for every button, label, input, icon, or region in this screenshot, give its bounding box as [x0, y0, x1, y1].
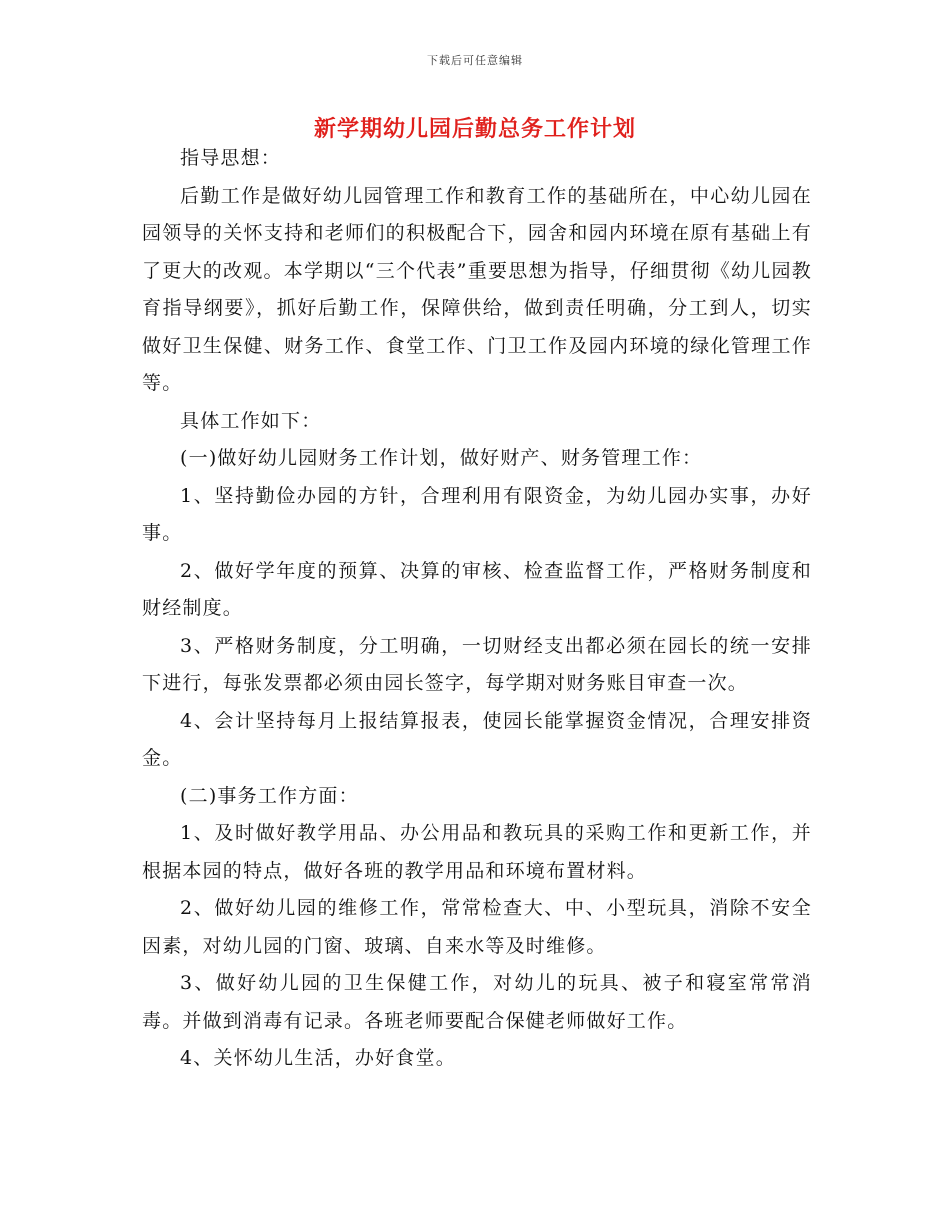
- paragraph-finance-item-4: 4、会计坚持每月上报结算报表，使园长能掌握资金情况，合理安排资金。: [142, 709, 812, 769]
- paragraph-affairs-item-2: 2、做好幼儿园的维修工作，常常检查大、中、小型玩具，消除不安全因素，对幼儿园的门窗、玻璃、自来水等及时维修。: [142, 897, 812, 957]
- document-title: 新学期幼儿园后勤总务工作计划: [313, 116, 636, 142]
- paragraph-affairs-item-3: 3、做好幼儿园的卫生保健工作，对幼儿的玩具、被子和寝室常常消毒。并做到消毒有记录。各班老师要配合保健老师做好工作。: [142, 972, 812, 1032]
- paragraph-work-heading: 具体工作如下：: [180, 409, 322, 432]
- paragraph-affairs-item-1: 1、及时做好教学用品、办公用品和教玩具的采购工作和更新工作，并根据本园的特点，做好各班的教学用品和环境布置材料。: [142, 822, 812, 882]
- document-body: [142, 140, 812, 1078]
- paragraph-guiding-content: 后勤工作是做好幼儿园管理工作和教育工作的基础所在，中心幼儿园在园领导的关怀支持和老师们的积极配合下，园舍和园内环境在原有基础上有了更大的改观。本学期以“三个代表”重要思想为指导，仔细贯彻《幼儿园教育指导纲要》，抓好后勤工作，保障供给，做到责任明确，分工到人，切实做好卫生保健、财务工作、食堂工作、门卫工作及园内环境的绿化管理工作等。: [142, 184, 812, 394]
- paragraph-guiding-heading: 指导思想：: [180, 147, 282, 169]
- paragraph-finance-item-2: 2、做好学年度的预算、决算的审核、检查监督工作，严格财务制度和财经制度。: [142, 559, 812, 619]
- paragraph-section-two-heading: (二)事务工作方面：: [180, 784, 359, 807]
- paragraph-section-one-heading: (一)做好幼儿园财务工作计划，做好财产、财务管理工作：: [180, 447, 703, 469]
- paragraph-finance-item-3: 3、严格财务制度，分工明确，一切财经支出都必须在园长的统一安排下进行，每张发票都必须由园长签字，每学期对财务账目审查一次。: [142, 634, 812, 694]
- paragraph-affairs-item-4: 4、关怀幼儿生活，办好食堂。: [180, 1047, 456, 1069]
- paragraph-finance-item-1: 1、坚持勤俭办园的方针，合理利用有限资金，为幼儿园办实事，办好事。: [142, 484, 812, 544]
- header-note: 下载后可任意编辑: [427, 54, 523, 67]
